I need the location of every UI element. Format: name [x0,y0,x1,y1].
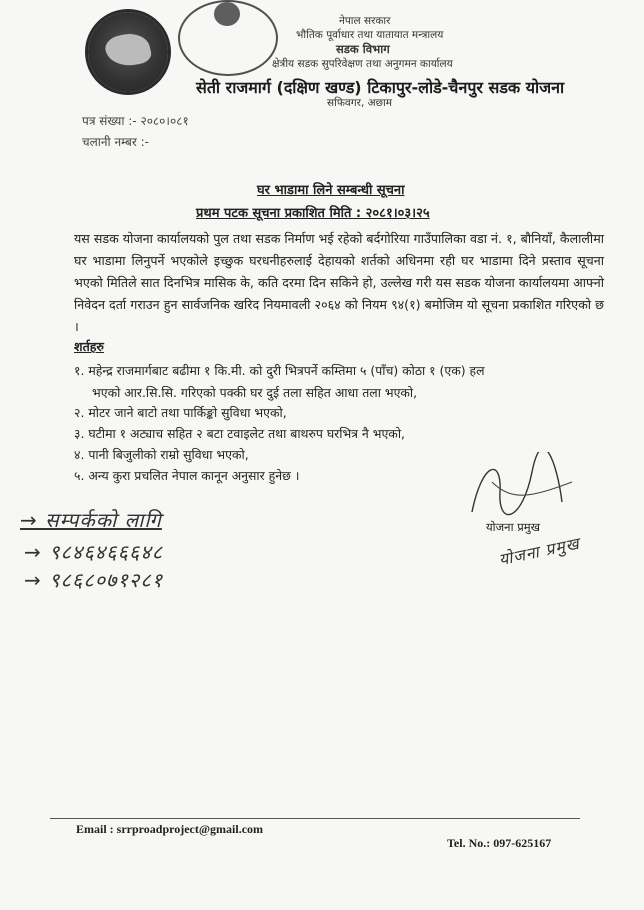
nepal-government-emblem [88,12,168,92]
header-project: सेती राजमार्ग (दक्षिण खण्ड) टिकापुर-लोडे-चैनपुर सडक योजना [196,78,565,97]
condition-item: ३. घटीमा १ अट्याच सहित २ बटा टवाइलेट तथा बाथरुप घरभित्र नै भएको, [74,426,405,441]
condition-item: भएको आर.सि.सि. गरिएको पक्की घर दुई तला सहित आधा तला भएको, [92,385,418,400]
dispatch-number: चलानी नम्बर :- [82,135,149,149]
signature-scribble [462,452,582,522]
footer-rule [50,818,580,819]
condition-item: २. मोटर जाने बाटो तथा पार्किङ्को सुविधा भएको, [74,405,287,420]
notice-paragraph: यस सडक योजना कार्यालयको पुल तथा सडक निर्माण भई रहेको बर्दगोरिया गाउँपालिका वडा नं. १, बौनियाँ, कैलालीमा घर भाडामा लिनुपर्ने भएकोले इच्छुक घरधनीहरुलाई देहायको शर्तको अधिनमा रही घर भाडामा दिने प्रस्ताव सूचना भएको मितिले सात दिनभित्र मासिक के, कति दरमा दिन सकिने हो, उल्लेख गरी यस सडक योजना कार्यालयमा आफ्नो निवेदन दर्ता गराउन हुन सार्वजनिक खरिद नियमावली २०६४ को नियम ९४(१) बमोजिम यो सूचना प्रकाशित गरिएको छ । [74,231,604,334]
office-stamp-seal [178,0,278,76]
contact-phone-1: → ९८४६४६६६४८ [24,540,164,564]
header-department: सडक विभाग [336,42,390,56]
header-ministry: भौतिक पूर्वाधार तथा यातायात मन्त्रालय [296,29,444,41]
letter-number: पत्र संख्या :- २०८०।०८१ [82,114,189,128]
conditions-heading: शर्तहरु [74,339,104,354]
condition-item: ४. पानी बिजुलीको राम्रो सुविधा भएको, [74,447,249,462]
header-gov: नेपाल सरकार [339,15,391,27]
footer-telephone: Tel. No.: 097-625167 [447,836,552,850]
contact-phone-2: → ९८६८०७१२८१ [24,568,164,592]
footer-email: Email : srrproadproject@gmail.com [76,822,264,836]
condition-item: ५. अन्य कुरा प्रचलित नेपाल कानून अनुसार हुनेछ । [74,468,300,483]
notice-subtitle: प्रथम पटक सूचना प्रकाशित मिति : २०८१।०३।२५ [196,206,430,221]
condition-item: १. महेन्द्र राजमार्गबाट बढीमा १ कि.मी. को दुरी भित्रपर्ने कम्तिमा ५ (पाँच) कोठा १ (एक) हल [74,363,485,378]
contact-label: → सम्पर्कको लागि [20,508,162,532]
header-office: क्षेत्रीय सडक सुपरिवेक्षण तथा अनुगमन कार्यालय [272,58,453,70]
notice-title: घर भाडामा लिने सम्बन्धी सूचना [257,183,405,198]
header-location: सफिवगर, अछाम [327,97,393,109]
signature-title: योजना प्रमुख [486,520,541,534]
signature-title-handwritten: योजना प्रमुख [497,533,582,570]
